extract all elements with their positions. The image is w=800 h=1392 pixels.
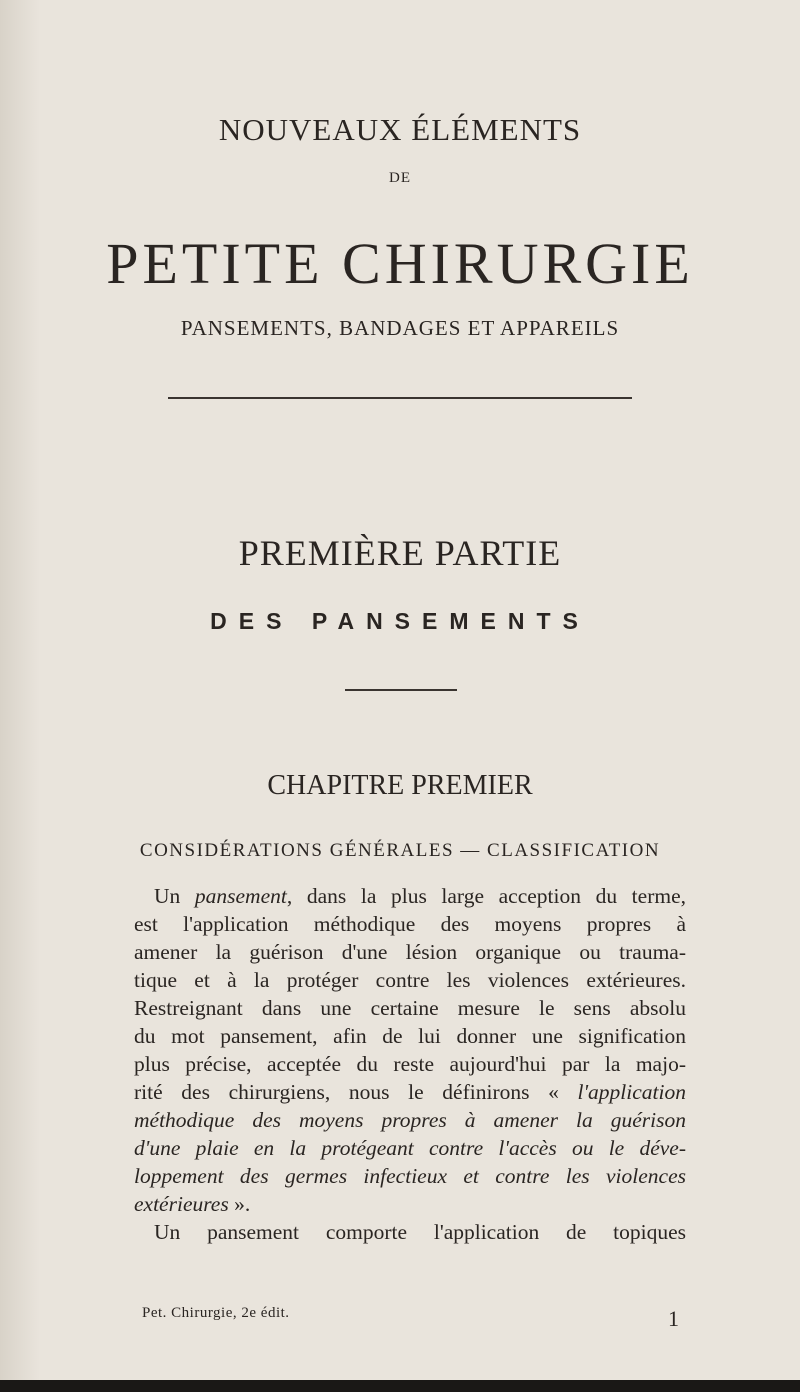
text-line-7: plus précise, acceptée du reste aujourd'hui par la majo- <box>134 1052 686 1076</box>
text-line-11: loppement des germes infectieux et contre les violences <box>134 1164 686 1188</box>
text-line-5: Restreignant dans une certaine mesure le sens absolu <box>134 996 686 1020</box>
header-subtitle: PANSEMENTS, BANDAGES ET APPAREILS <box>180 316 620 340</box>
page-number: 1 <box>668 1306 679 1331</box>
text-line-12: extérieures ». <box>134 1192 251 1216</box>
text-line-3: amener la guérison d'une lésion organique ou trauma- <box>134 940 686 964</box>
text-line-10: d'une plaie en la protégeant contre l'accès ou le déve- <box>134 1136 686 1160</box>
header-kicker: NOUVEAUX ÉLÉMENTS <box>218 112 582 147</box>
text-line-2: est l'application méthodique des moyens propres à <box>134 912 686 936</box>
text-line-6: du mot pansement, afin de lui donner une signification <box>134 1024 686 1048</box>
text-line-1: Un pansement, dans la plus large acception du terme, <box>154 884 687 908</box>
chapter-subtitle: CONSIDÉRATIONS GÉNÉRALES — CLASSIFICATION <box>139 840 661 861</box>
body-paragraphs <box>134 882 686 1246</box>
header-rule <box>168 397 632 399</box>
text-line-9: méthodique des moyens propres à amener la guérison <box>134 1108 686 1132</box>
page-gutter-shadow <box>0 0 40 1392</box>
text-line-13: Un pansement comporte l'application de topiques <box>154 1220 686 1244</box>
text-line-8: rité des chirurgiens, nous le définirons « l'application <box>134 1080 686 1104</box>
scan-edge <box>0 1380 800 1392</box>
text-line-4: tique et à la protéger contre les violences extérieures. <box>134 968 686 992</box>
page-title: PETITE CHIRURGIE <box>106 231 694 296</box>
part-subtitle: DES PANSEMENTS <box>210 608 590 634</box>
header-de: DE <box>389 170 411 186</box>
part-rule <box>345 689 457 691</box>
footer-source: Pet. Chirurgie, 2e édit. <box>142 1305 290 1321</box>
part-title: PREMIÈRE PARTIE <box>238 533 562 573</box>
chapter-title: CHAPITRE PREMIER <box>267 770 533 801</box>
